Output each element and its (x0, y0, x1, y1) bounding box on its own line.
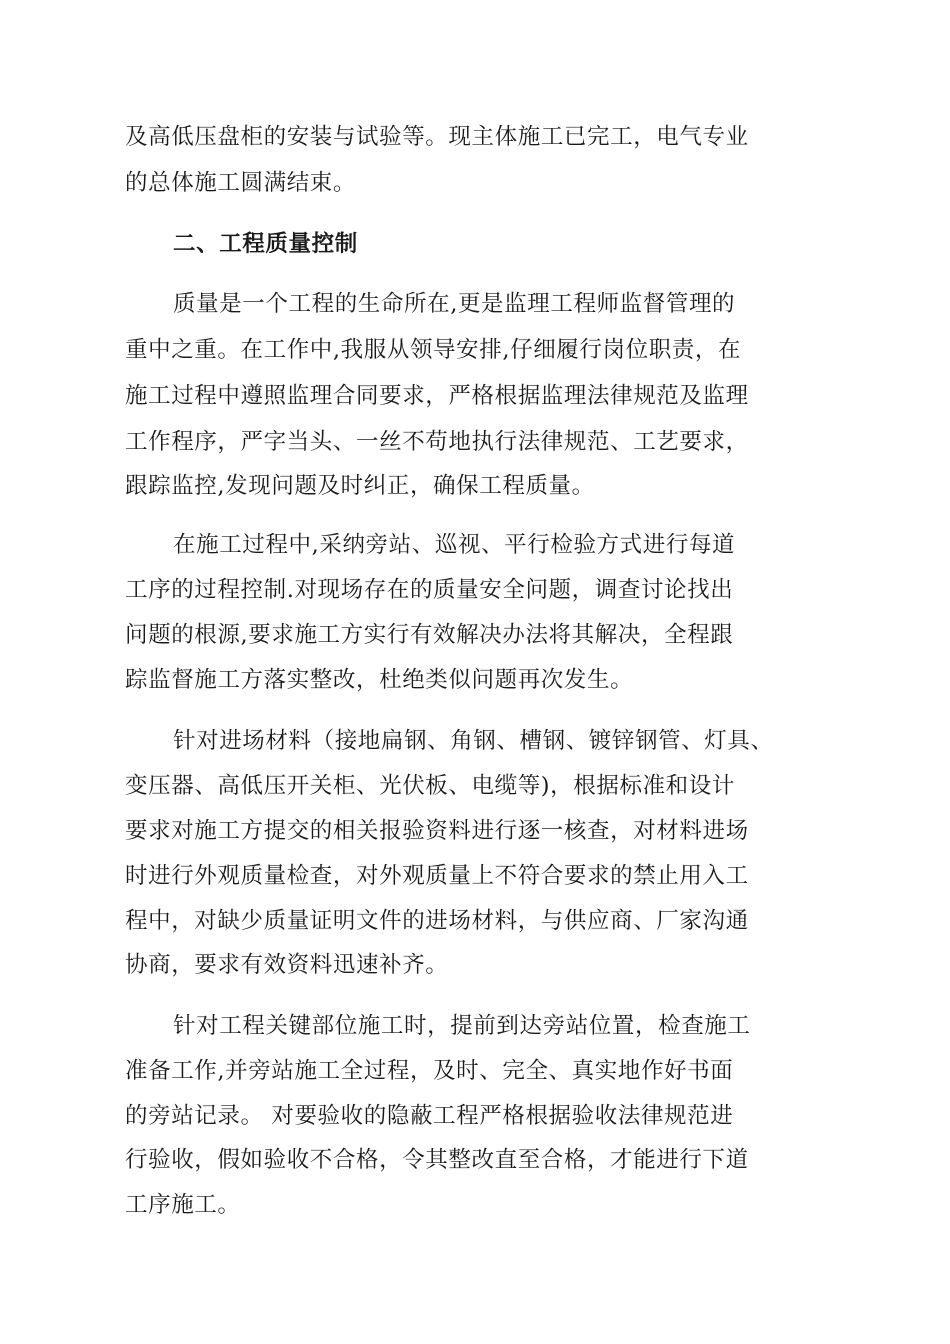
paragraph-line: 要求对施工方提交的相关报验资料进行逐一核查，对材料进场 (125, 818, 749, 844)
paragraph-line: 问题的根源,要求施工方实行有效解决办法将其解决，全程跟 (125, 622, 734, 648)
paragraph-line: 施工过程中遵照监理合同要求，严格根据监理法律规范及监理 (125, 383, 749, 409)
intro-line: 及高低压盘柜的安装与试验等。现主体施工已完工，电气专业 (125, 124, 749, 150)
paragraph-line: 针对进场材料（接地扁钢、角钢、槽钢、镀锌钢管、灯具、 (173, 728, 774, 754)
paragraph-line: 变压器、高低压开关柜、光伏板、电缆等)，根据标准和设计 (125, 773, 735, 799)
section-heading: 二、工程质量控制 (173, 231, 358, 257)
paragraph-line: 跟踪监控,发现问题及时纠正，确保工程质量。 (125, 473, 595, 499)
paragraph-line: 工作程序，严字当头、一丝不苟地执行法律规范、工艺要求， (125, 429, 749, 455)
paragraph-line: 针对工程关键部位施工时，提前到达旁站位置，检查施工 (173, 1013, 751, 1039)
paragraph-line: 准备工作,并旁站施工全过程，及时、完全、真实地作好书面 (125, 1058, 734, 1084)
paragraph-line: 程中，对缺少质量证明文件的进场材料，与供应商、厂家沟通 (125, 908, 749, 934)
paragraph-line: 质量是一个工程的生命所在,更是监理工程师监督管理的 (173, 291, 736, 317)
paragraph-line: 重中之重。在工作中,我服从领导安排,仔细履行岗位职责，在 (125, 337, 742, 363)
paragraph-line: 的旁站记录。 对要验收的隐蔽工程严格根据验收法律规范进 (125, 1103, 734, 1129)
paragraph-line: 工序的过程控制.对现场存在的质量安全问题，调查讨论找出 (125, 577, 734, 603)
paragraph-line: 行验收，假如验收不合格，令其整改直至合格，才能进行下道 (125, 1147, 749, 1173)
paragraph-line: 协商，要求有效资料迅速补齐。 (125, 952, 449, 978)
paragraph-line: 在施工过程中,采纳旁站、巡视、平行检验方式进行每道 (173, 532, 736, 558)
paragraph-line: 时进行外观质量检查，对外观质量上不符合要求的禁止用入工 (125, 863, 749, 889)
paragraph-line: 踪监督施工方落实整改，杜绝类似问题再次发生。 (125, 667, 634, 693)
paragraph-line: 工序施工。 (125, 1192, 241, 1218)
intro-line: 的总体施工圆满结束。 (125, 170, 357, 196)
